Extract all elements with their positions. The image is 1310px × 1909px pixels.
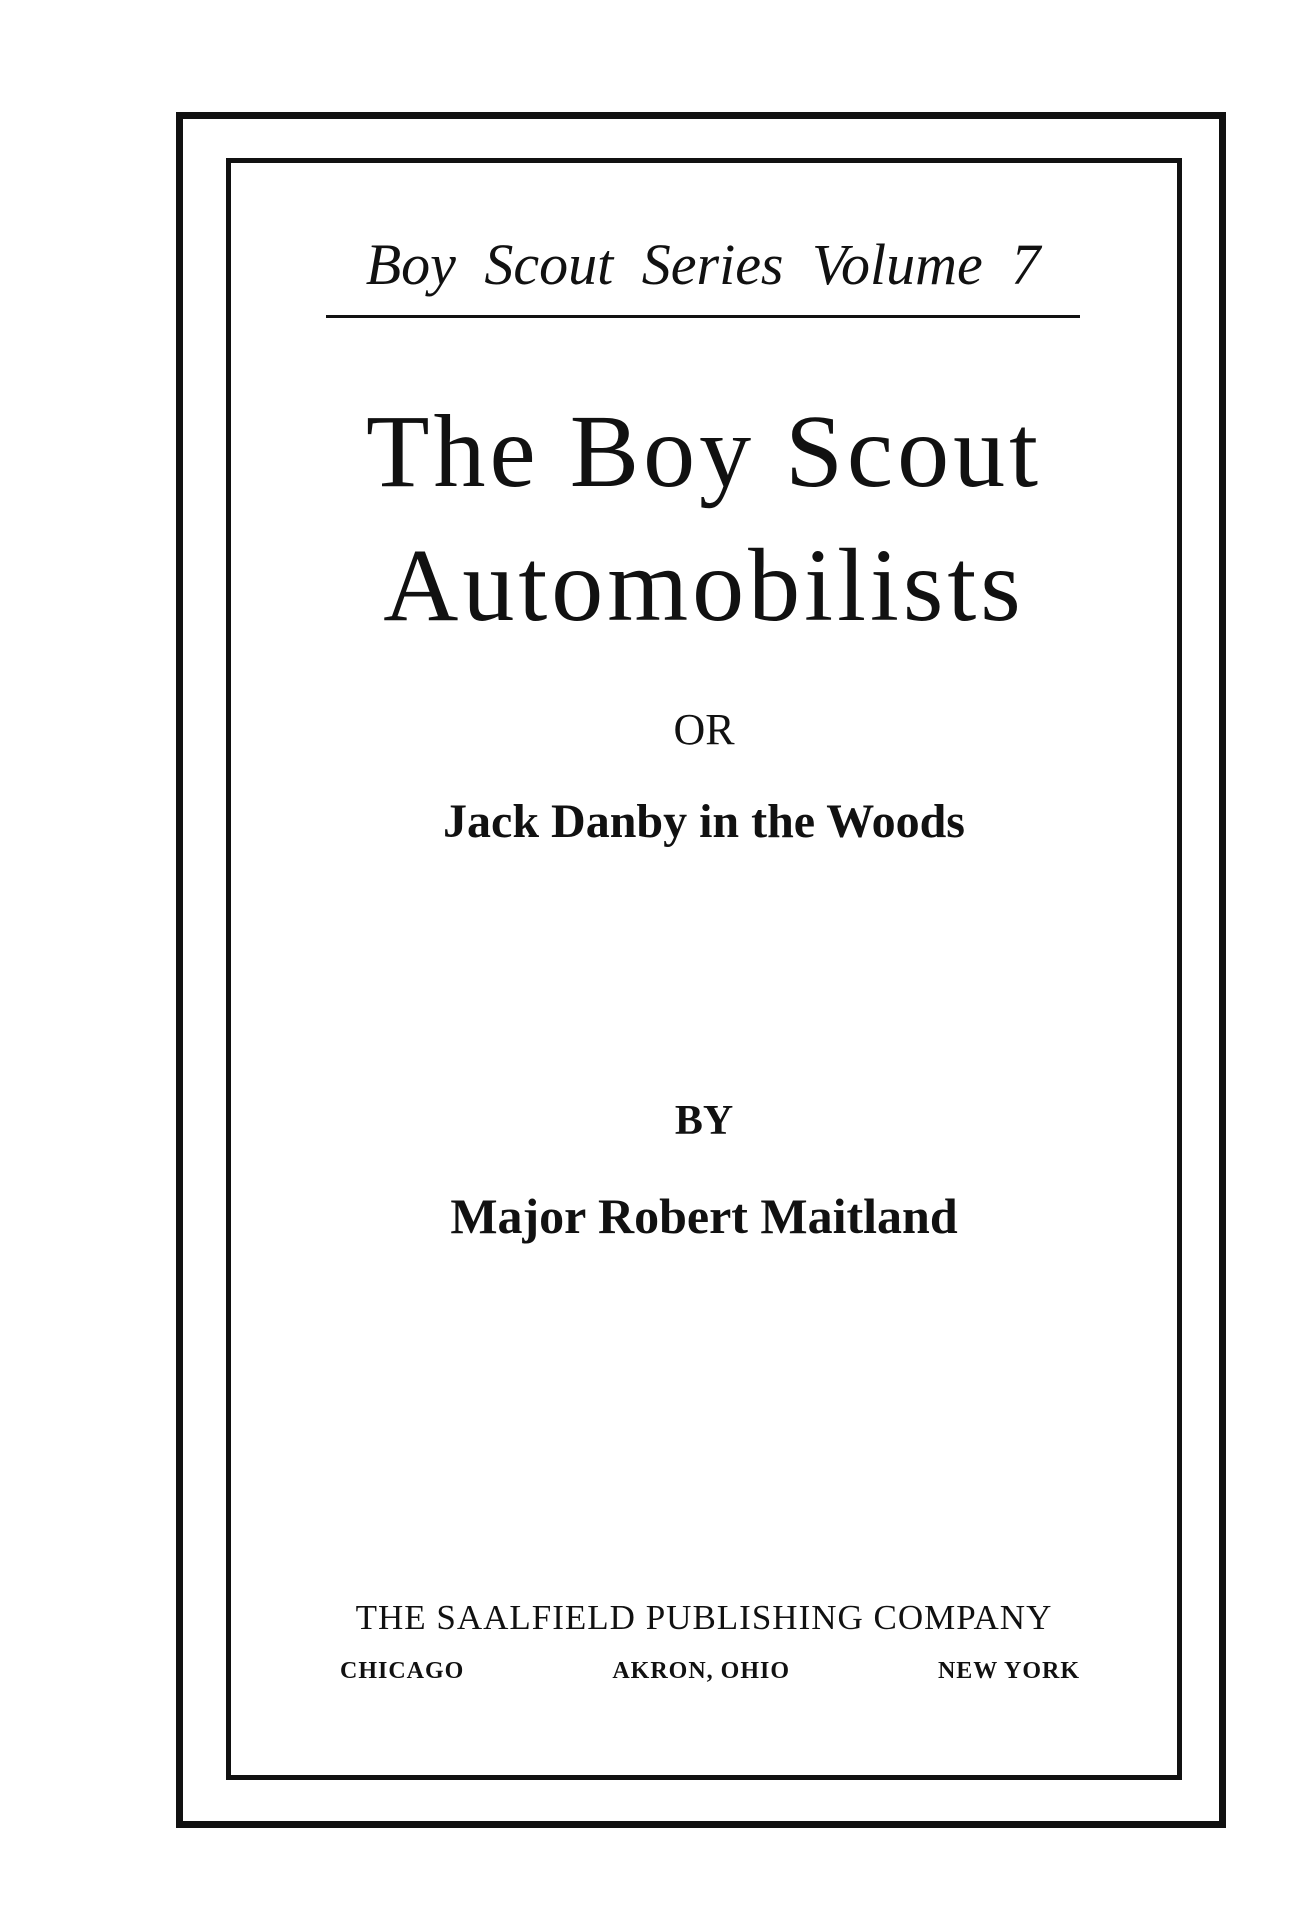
city-chicago: CHICAGO [340,1658,465,1684]
publisher-name: THE SAALFIELD PUBLISHING COMPANY [355,1598,1053,1637]
city-akron: AKRON, OHIO [612,1658,790,1684]
city-new-york: NEW YORK [937,1658,1080,1684]
or-separator: OR [673,705,735,754]
book-subtitle: Jack Danby in the Woods [443,795,965,848]
by-label: BY [674,1098,734,1144]
book-title [226,385,1182,653]
series-heading: Boy Scout Series Volume 7 [365,232,1041,297]
author-name: Major Robert Maitland [450,1188,958,1244]
book-title-line-2: Automobilists [383,528,1025,643]
book-title-line-1: The Boy Scout [366,394,1042,509]
series-divider [326,315,1080,318]
publisher-cities [340,1655,1080,1687]
